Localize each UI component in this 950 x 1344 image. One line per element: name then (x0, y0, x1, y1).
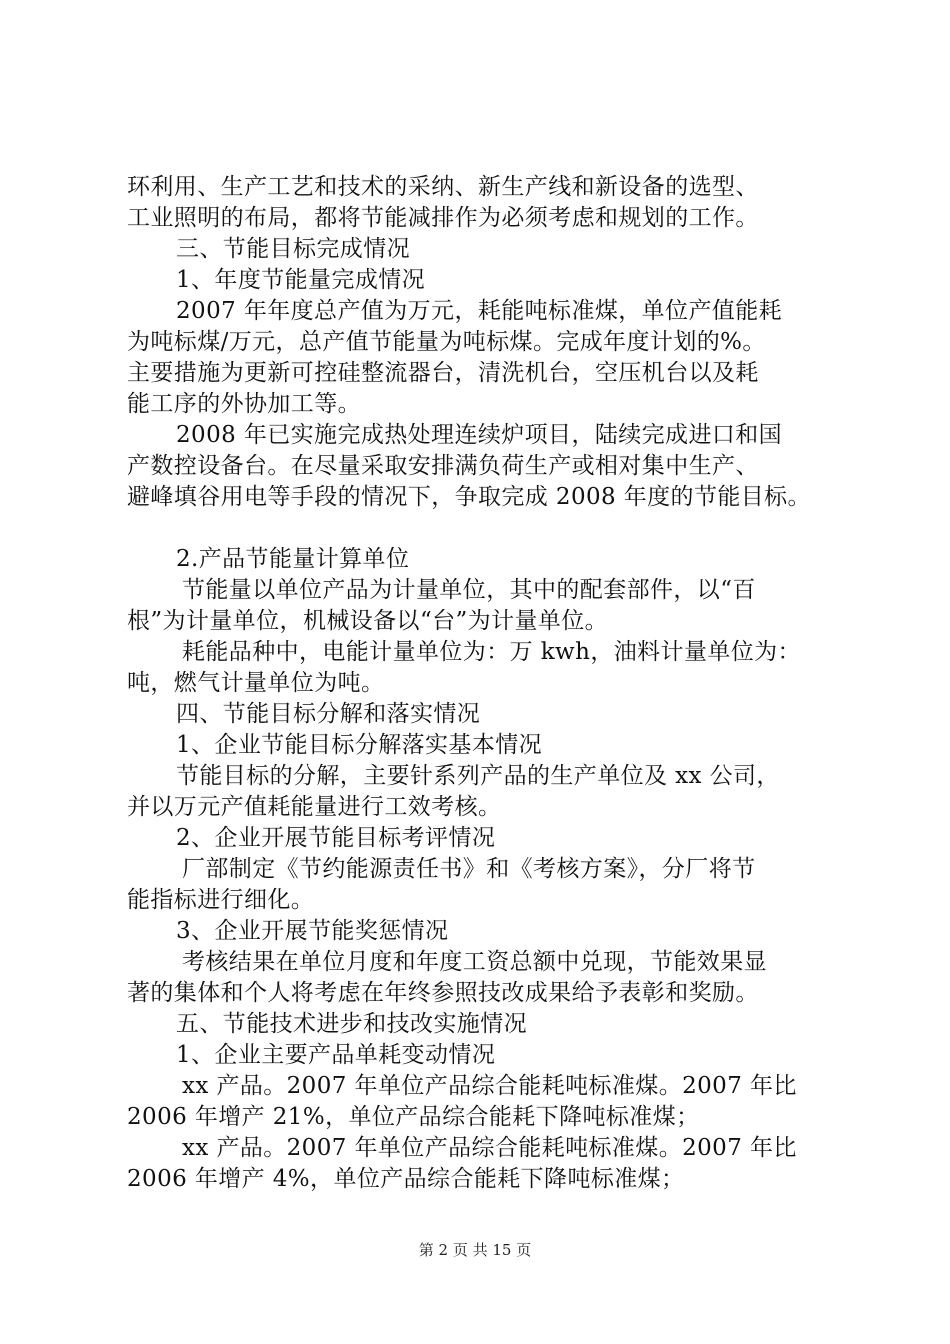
text-line: 产数控设备台。在尽量采取安排满负荷生产或相对集中生产、 (127, 453, 759, 479)
section-heading: 五、节能技术进步和技改实施情况 (176, 1011, 527, 1037)
subsection-heading: 3、企业开展节能奖惩情况 (176, 918, 449, 944)
text-line: 2008 年已实施完成热处理连续炉项目，陆续完成进口和国 (176, 422, 783, 448)
blank-line (127, 513, 847, 544)
text-line: 根”为计量单位，机械设备以“台”为计量单位。 (127, 608, 609, 634)
text-line: xx 产品。2007 年单位产品综合能耗吨标准煤。2007 年比 (182, 1073, 797, 1099)
text-line: 主要措施为更新可控硅整流器台，清洗机台，空压机台以及耗 (127, 360, 759, 386)
text-line: 避峰填谷用电等手段的情况下，争取完成 2008 年度的节能目标。 (127, 484, 811, 510)
text-line: xx 产品。2007 年单位产品综合能耗吨标准煤。2007 年比 (182, 1135, 797, 1161)
text-line: 考核结果在单位月度和年度工资总额中兑现，节能效果显 (182, 949, 767, 975)
text-line: 吨，燃气计量单位为吨。 (127, 670, 385, 696)
text-line: 2007 年年度总产值为万元，耗能吨标准煤，单位产值能耗 (176, 298, 783, 324)
text-line: 2006 年增产 21%，单位产品综合能耗下降吨标准煤； (127, 1104, 700, 1130)
section-heading: 三、节能目标完成情况 (176, 236, 410, 262)
subsection-heading: 1、企业主要产品单耗变动情况 (176, 1042, 496, 1068)
subsection-heading: 1、企业节能目标分解落实基本情况 (176, 732, 543, 758)
text-line: 节能目标的分解，主要针系列产品的生产单位及 xx 公司， (176, 763, 780, 789)
document-body (127, 172, 847, 1195)
text-line: 厂部制定《节约能源责任书》和《考核方案》，分厂将节 (182, 856, 756, 882)
section-heading: 四、节能目标分解和落实情况 (176, 701, 481, 727)
text-line: 2006 年增产 4%，单位产品综合能耗下降吨标准煤； (127, 1166, 685, 1192)
subsection-heading: 1、年度节能量完成情况 (176, 267, 426, 293)
text-line: 能指标进行细化。 (127, 887, 315, 913)
text-line: 能工序的外协加工等。 (127, 391, 361, 417)
text-line: 工业照明的布局，都将节能减排作为必须考虑和规划的工作。 (127, 205, 759, 231)
subsection-heading: 2.产品节能量计算单位 (176, 546, 410, 572)
text-line: 为吨标煤/万元，总产值节能量为吨标煤。完成年度计划的%。 (127, 329, 766, 355)
text-line: 著的集体和个人将考虑在年终参照技改成果给予表彰和奖励。 (127, 980, 759, 1006)
text-line: 节能量以单位产品为计量单位，其中的配套部件，以“百 (182, 577, 756, 603)
text-line: 并以万元产值耗能量进行工效考核。 (127, 794, 502, 820)
text-line: 耗能品种中，电能计量单位为：万 kwh，油料计量单位为： (182, 639, 801, 665)
subsection-heading: 2、企业开展节能目标考评情况 (176, 825, 496, 851)
page-number: 第 2 页 共 15 页 (418, 1241, 532, 1259)
text-line: 环利用、生产工艺和技术的采纳、新生产线和新设备的选型、 (127, 174, 759, 200)
